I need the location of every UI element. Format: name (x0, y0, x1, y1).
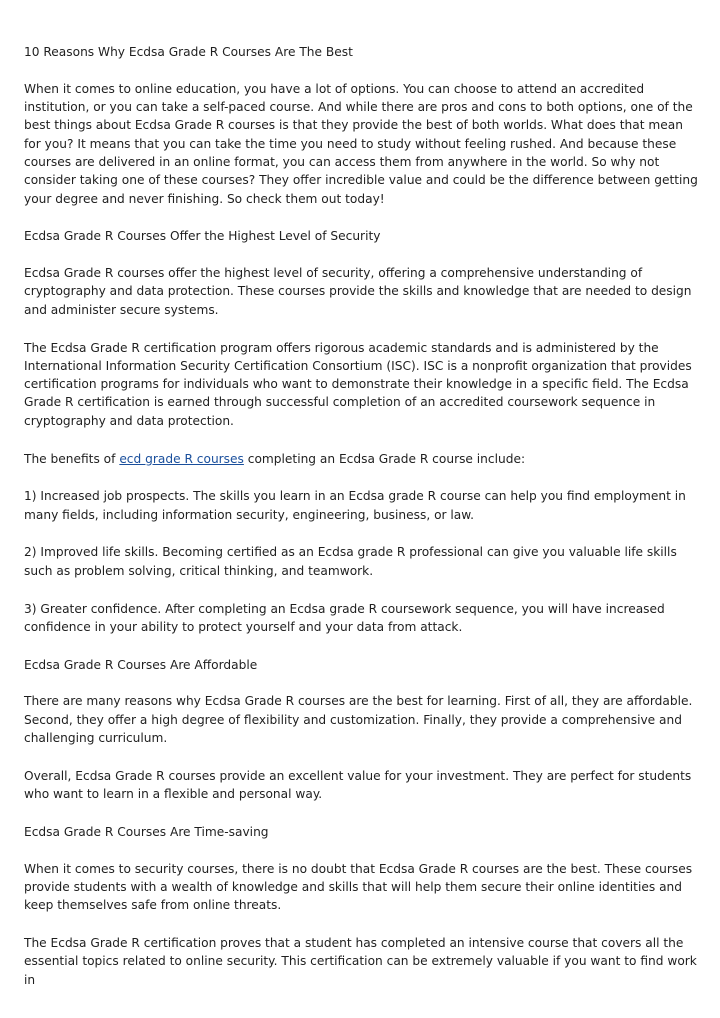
benefit-item-2: 2) Improved life skills. Becoming certified as an Ecdsa grade R professional can give you valuable life skills such as problem solving, critical thinking, and teamwork. (24, 545, 677, 578)
benefit-item-1: 1) Increased job prospects. The skills you learn in an Ecdsa grade R course can help you find employment in many fields, including information security, engineering, business, or law. (24, 489, 686, 522)
section-heading-affordable: Ecdsa Grade R Courses Are Affordable (24, 657, 258, 672)
section-heading-security: Ecdsa Grade R Courses Offer the Highest Level of Security (24, 229, 381, 244)
benefit-item-3: 3) Greater confidence. After completing an Ecdsa grade R coursework sequence, you will have increased confidence in your ability to protect yourself and your data from attack. (24, 601, 665, 634)
security-paragraph-1: Ecdsa Grade R courses offer the highest level of security, offering a comprehensive understanding of cryptography and data protection. These courses provide the skills and knowledge that are needed to design and administer secure systems. (24, 266, 692, 317)
document-page (24, 43, 700, 1008)
affordable-paragraph-1: There are many reasons why Ecdsa Grade R courses are the best for learning. First of all, they are affordable. Second, they offer a high degree of flexibility and customization. Finally, they provide a comprehensive and challenging curriculum. (24, 694, 693, 746)
affordable-paragraph-2: Overall, Ecdsa Grade R courses provide an excellent value for your investment. They are perfect for students who want to learn in a flexible and personal way. (24, 768, 692, 802)
section-heading-time-saving: Ecdsa Grade R Courses Are Time-saving (24, 824, 269, 839)
benefits-text-before: The benefits of (24, 451, 120, 466)
document-title: 10 Reasons Why Ecdsa Grade R Courses Are The Best (24, 45, 353, 59)
security-paragraph-2: The Ecdsa Grade R certification program offers rigorous academic standards and is administered by the International Information Security Certification Consortium (ISC). ISC is a nonprofit organization that provides certification programs for individuals who want to demonstrate their knowledge in a specific field. The Ecdsa Grade R certification is earned through successful completion of an accredited coursework sequence in cryptography and data protection. (24, 340, 692, 428)
time-saving-paragraph-1: When it comes to security courses, there is no doubt that Ecdsa Grade R courses are the best. These courses provide students with a wealth of knowledge and skills that will help them secure their online identities and keep themselves safe from online threats. (24, 861, 693, 913)
ecd-grade-r-courses-link[interactable]: ecd grade R courses (119, 451, 244, 466)
benefits-intro-paragraph (24, 450, 700, 468)
time-saving-paragraph-2: The Ecdsa Grade R certification proves that a student has completed an intensive course that covers all the essential topics related to online security. This certification can be extremely valuable if you want to find work in (24, 936, 697, 987)
benefits-text-after: completing an Ecdsa Grade R course include: (243, 451, 526, 466)
intro-paragraph: When it comes to online education, you have a lot of options. You can choose to attend an accredited institution, or you can take a self-paced course. And while there are pros and cons to both options, one of the best things about Ecdsa Grade R courses is that they provide the best of both worlds. What does that mean for you? It means that you can take the time you need to study without feeling rushed. And because these courses are delivered in an online format, you can access them from anywhere in the world. So why not consider taking one of these courses? They offer incredible value and could be the difference between getting your degree and never finishing. So check them out today! (24, 81, 698, 206)
